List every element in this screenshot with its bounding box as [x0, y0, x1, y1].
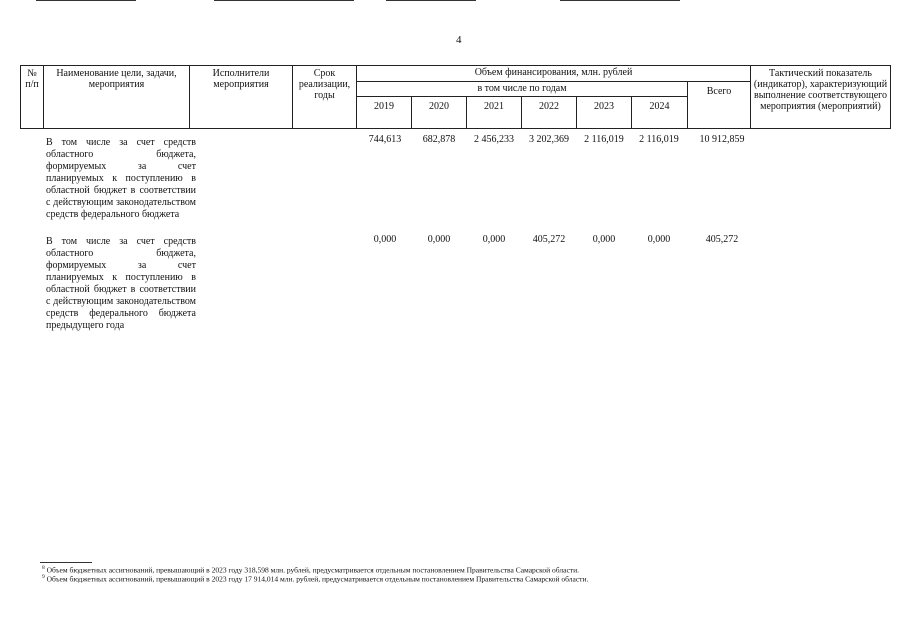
row-1-value-2024: 2 116,019	[639, 134, 679, 145]
header-num: № п/п	[21, 66, 44, 129]
row-1-value-2020: 682,878	[422, 134, 456, 145]
footnote-2	[42, 573, 588, 584]
row-2-value-2019: 0,000	[373, 234, 397, 245]
table-header	[20, 65, 891, 129]
row-1-total: 10 912,859	[699, 134, 745, 145]
header-year-2020: 2020	[412, 97, 467, 129]
header-year-2023: 2023	[577, 97, 632, 129]
header-term: Срок реализации, годы	[293, 66, 357, 129]
scan-line	[560, 0, 680, 1]
row-2-total: 405,272	[705, 234, 739, 245]
footnote-1-mark: 8	[42, 565, 45, 571]
footnote-2-mark: 9	[42, 574, 45, 580]
row-1-value-2021: 2 456,233	[474, 134, 514, 145]
scan-line	[386, 0, 476, 1]
row-1-text: В том числе за счет средств областного бюджета, формируемых за счет планируемых к поступлению в областной бюджет в соответствии с действующим законодательством средств федерального бюджета	[46, 137, 196, 220]
scan-line	[36, 0, 136, 1]
scan-line	[214, 0, 354, 1]
footnote-2-text: Объем бюджетных ассигнований, превышающий в 2023 году 17 914,014 млн. рублей, предусматривается отдельным постановлением Правительства Самарской области.	[46, 574, 589, 584]
row-1-value-2022: 3 202,369	[529, 134, 569, 145]
footnote-separator	[40, 562, 92, 563]
page-number: 4	[456, 34, 462, 46]
footnote-1-text: Объем бюджетных ассигнований, превышающий в 2023 году 318,598 млн. рублей, предусматривается отдельным постановлением Правительства Самарской области.	[46, 565, 579, 575]
header-name: Наименование цели, задачи, мероприятия	[44, 66, 190, 129]
header-year-2024: 2024	[632, 97, 688, 129]
header-total: Всего	[688, 82, 751, 129]
row-1-value-2019: 744,613	[368, 134, 402, 145]
header-financing: Объем финансирования, млн. рублей	[357, 66, 751, 82]
row-2-value-2022: 405,272	[532, 234, 566, 245]
row-2-value-2024: 0,000	[647, 234, 671, 245]
header-indicator: Тактический показатель (индикатор), характеризующий выполнение соответствующего мероприятия (мероприятий)	[751, 66, 891, 129]
row-2-value-2020: 0,000	[427, 234, 451, 245]
row-2-value-2023: 0,000	[592, 234, 616, 245]
header-executors: Исполнители мероприятия	[190, 66, 293, 129]
header-by-years: в том числе по годам	[357, 82, 688, 97]
row-2-value-2021: 0,000	[482, 234, 506, 245]
row-1-value-2023: 2 116,019	[584, 134, 624, 145]
row-2-text: В том числе за счет средств областного бюджета, формируемых за счет планируемых к поступлению в областной бюджет в соответствии с действующим законодательством средств федерального бюджета предыдущего года	[46, 236, 196, 331]
header-year-2021: 2021	[467, 97, 522, 129]
header-year-2019: 2019	[357, 97, 412, 129]
header-year-2022: 2022	[522, 97, 577, 129]
